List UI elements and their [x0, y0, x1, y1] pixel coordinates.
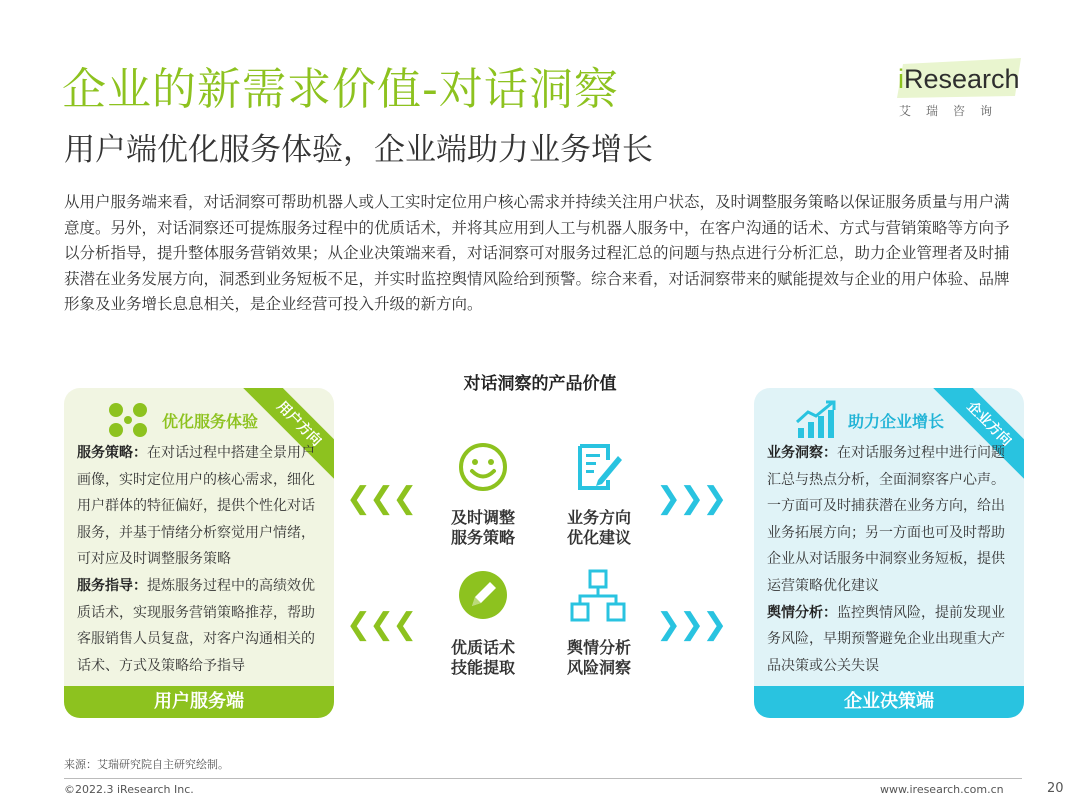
- dots-cluster-icon: [104, 400, 152, 440]
- enterprise-decision-footer: 企业决策端: [754, 686, 1024, 718]
- network-cubes-icon: [568, 568, 628, 626]
- footer-divider: [64, 778, 1022, 779]
- page-subtitle: 用户端优化服务体验，企业端助力业务增长: [64, 132, 653, 168]
- iresearch-logo: [895, 58, 1027, 124]
- user-panel-heading: 优化服务体验: [162, 411, 259, 431]
- left-arrows-top: ❮❮❮: [346, 481, 416, 516]
- right-arrows-bottom: ❯❯❯: [656, 607, 726, 642]
- smiley-icon: [456, 440, 510, 494]
- document-edit-icon: [572, 440, 626, 494]
- website-link[interactable]: www.iresearch.com.cn: [880, 783, 1004, 796]
- left-arrows-bottom: ❮❮❮: [346, 607, 416, 642]
- diagram-title: 对话洞察的产品价值: [463, 374, 617, 394]
- right-arrows-top: ❯❯❯: [656, 481, 726, 516]
- source-note: 来源：艾瑞研究院自主研究绘制。: [64, 758, 229, 771]
- page-title: 企业的新需求价值-对话洞察: [62, 64, 619, 115]
- center-item-2-label: 业务方向 优化建议: [566, 508, 631, 547]
- enterprise-direction-ribbon: 企业方向: [926, 388, 1024, 487]
- user-service-panel: [64, 388, 334, 718]
- enterprise-decision-panel: [754, 388, 1024, 718]
- service-guidance-label: 服务指导：: [77, 577, 147, 594]
- service-strategy-text: 在对话过程中搭建全景用户画像，实时定位用户的核心需求，细化用户群体的特征偏好，提供个性化对话服务，并基于情绪分析察觉用户情绪，可对应及时调整服务策略: [77, 445, 315, 568]
- center-item-1-label: 及时调整 服务策略: [450, 508, 515, 547]
- growth-chart-icon: [794, 400, 838, 440]
- center-item-4-label: 舆情分析 风险洞察: [566, 638, 631, 677]
- page-number: 20: [1047, 781, 1064, 796]
- user-direction-ribbon: 用户方向: [236, 388, 334, 487]
- user-panel-body: [77, 440, 327, 679]
- center-item-3-label: 优质话术 技能提取: [450, 638, 515, 677]
- business-insight-text: 在对话服务过程中进行问题汇总与热点分析，全面洞察客户心声。一方面可及时捕获潜在业务方向，给出业务拓展方向；另一方面也可及时帮助企业从对话服务中洞察业务短板，提供运营策略优化建议: [767, 445, 1005, 594]
- service-guidance-text: 提炼服务过程中的高绩效优质话术，实现服务营销策略推荐，帮助客服销售人员复盘，对客户沟通相关的话术、方式及策略给予指导: [77, 577, 315, 674]
- logo-chinese-name: 艾瑞咨询: [899, 104, 1008, 118]
- user-service-footer: 用户服务端: [64, 686, 334, 718]
- user-panel-header: [104, 400, 258, 440]
- service-strategy-label: 服务策略：: [77, 445, 147, 461]
- public-opinion-label: 舆情分析：: [767, 604, 837, 621]
- business-insight-label: 业务洞察：: [767, 445, 837, 461]
- pencil-circle-icon: [456, 568, 510, 622]
- logo-wordmark: iResearch: [898, 64, 1020, 94]
- enterprise-panel-header: [794, 400, 944, 440]
- enterprise-panel-heading: 助力企业增长: [848, 411, 945, 431]
- enterprise-panel-body: [767, 440, 1017, 679]
- copyright: ©2022.3 iResearch Inc.: [64, 783, 194, 796]
- intro-paragraph: 从用户服务端来看，对话洞察可帮助机器人或人工实时定位用户核心需求并持续关注用户状态，及时调整服务策略以保证服务质量与用户满意度。另外，对话洞察还可提炼服务过程中的优质话术，并将其应用到人工与机器人服务中，在客户沟通的话术、方式与营销策略等方向予以分析指导，提升整体服务营销效果；从企业决策端来看，对话洞察可对服务过程汇总的问题与热点进行分析汇总，助力企业管理者及时捕获潜在业务发展方向，洞悉到业务短板不足，并实时监控舆情风险给到预警。综合来看，对话洞察带来的赋能提效与企业的用户体验、品牌形象及业务增长息息相关，是企业经营可投入升级的新方向。: [64, 193, 1010, 314]
- public-opinion-text: 监控舆情风险，提前发现业务风险，早期预警避免企业出现重大产品决策或公关失误: [767, 604, 1005, 674]
